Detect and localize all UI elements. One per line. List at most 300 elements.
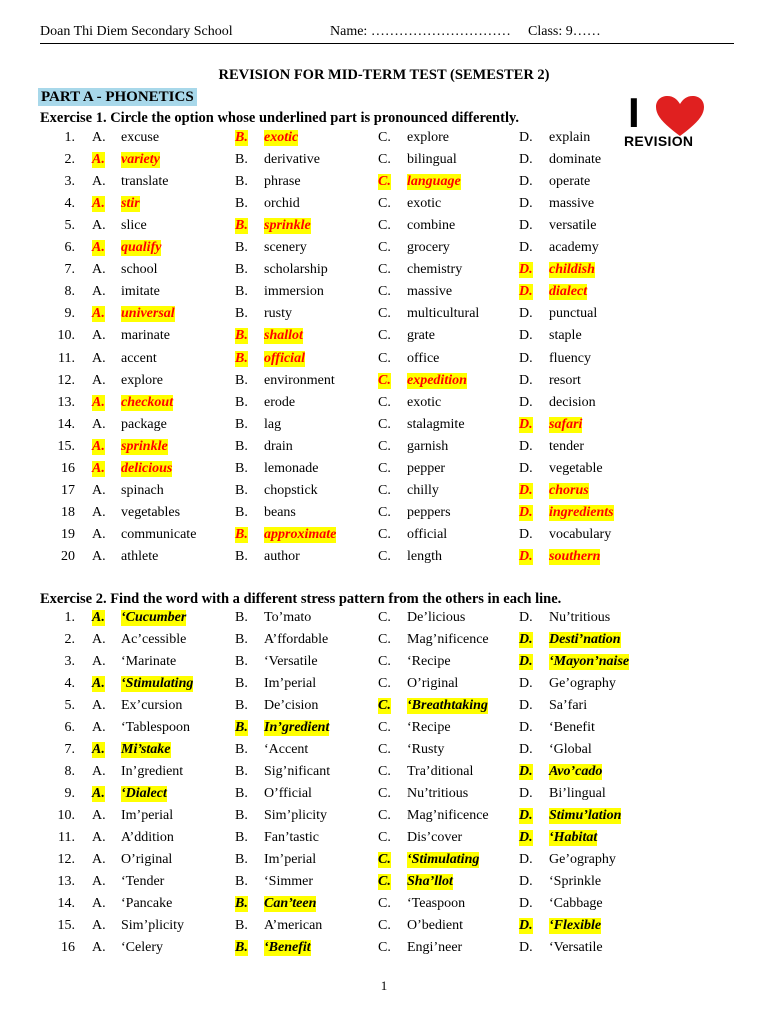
option-letter-d[interactable]: D. [519, 874, 533, 889]
option-letter-a[interactable]: A. [92, 504, 106, 520]
option-c[interactable]: pepper [407, 460, 446, 476]
option-letter-d[interactable]: D. [519, 896, 533, 911]
answer-option[interactable]: variety [121, 152, 160, 168]
option-letter-a[interactable]: A. [92, 918, 106, 933]
option-letter-c[interactable]: C. [378, 372, 391, 388]
option-letter-c[interactable]: C. [378, 676, 391, 691]
option-b[interactable]: rusty [264, 306, 292, 322]
option-a[interactable]: accent [121, 350, 157, 366]
option-letter-b[interactable]: B. [235, 504, 248, 520]
option-letter-c[interactable]: C. [378, 720, 391, 735]
option-c[interactable]: exotic [407, 394, 442, 410]
option-a[interactable]: ‘Tablespoon [121, 720, 191, 735]
option-letter-a[interactable]: A. [92, 632, 106, 647]
option-a[interactable]: communicate [121, 526, 197, 542]
answer-option[interactable]: ‘Mayon’naise [549, 654, 630, 669]
option-letter-d[interactable]: D. [519, 676, 533, 691]
option-letter-a[interactable]: A. [92, 196, 105, 212]
option-a[interactable]: ‘Tender [121, 874, 165, 889]
option-letter-b[interactable]: B. [235, 306, 248, 322]
question-row [0, 414, 768, 436]
option-d[interactable]: operate [549, 174, 591, 190]
option-letter-d[interactable]: D. [519, 262, 533, 278]
option-letter-d[interactable]: D. [519, 940, 533, 955]
option-c[interactable]: official [407, 526, 448, 542]
option-letter-c[interactable]: C. [378, 548, 391, 564]
option-a[interactable]: slice [121, 218, 147, 234]
option-letter-c[interactable]: C. [378, 416, 391, 432]
option-letter-a[interactable]: A. [92, 152, 105, 168]
option-b[interactable]: Sim’plicity [264, 808, 327, 823]
option-b[interactable]: beans [264, 504, 296, 520]
option-c[interactable]: length [407, 548, 442, 564]
option-letter-b[interactable]: B. [235, 130, 248, 145]
option-letter-a[interactable]: A. [92, 676, 105, 691]
option-letter-c[interactable]: C. [378, 438, 391, 454]
option-c[interactable]: massive [407, 284, 453, 300]
option-letter-c[interactable]: C. [378, 240, 391, 256]
option-a[interactable]: In’gredient [121, 764, 184, 779]
option-a[interactable]: athlete [121, 548, 159, 564]
option-b[interactable]: orchid [264, 196, 300, 212]
option-letter-d[interactable]: D. [519, 306, 533, 322]
option-d[interactable]: fluency [549, 350, 591, 366]
option-letter-a[interactable]: A. [92, 130, 106, 145]
option-c[interactable]: explore [407, 130, 449, 145]
option-letter-a[interactable]: A. [92, 394, 105, 410]
option-b[interactable]: O’fficial [264, 786, 312, 801]
option-d[interactable]: ‘Global [549, 742, 592, 757]
option-c[interactable]: Nu’tritious [407, 786, 469, 801]
option-letter-b[interactable]: B. [235, 482, 248, 498]
answer-option[interactable]: official [264, 350, 305, 366]
option-letter-c[interactable]: C. [378, 284, 391, 300]
option-a[interactable]: translate [121, 174, 169, 190]
option-letter-b[interactable]: B. [235, 526, 248, 542]
option-c[interactable]: ‘Recipe [407, 720, 451, 735]
option-d[interactable]: Nu’tritious [549, 610, 611, 625]
answer-option[interactable]: ‘Benefit [264, 940, 311, 955]
option-c[interactable]: peppers [407, 504, 451, 520]
option-b[interactable]: ‘Simmer [264, 874, 313, 889]
answer-option[interactable]: ‘Habitat [549, 830, 598, 845]
option-letter-a[interactable]: A. [92, 786, 105, 801]
option-b[interactable]: phrase [264, 174, 301, 190]
option-c[interactable]: ‘Rusty [407, 742, 445, 757]
answer-option[interactable]: Stimu’lation [549, 808, 622, 823]
option-letter-c[interactable]: C. [378, 328, 391, 344]
option-d[interactable]: tender [549, 438, 584, 454]
option-letter-a[interactable]: A. [92, 940, 106, 955]
option-letter-c[interactable]: C. [378, 654, 391, 669]
option-a[interactable]: Sim’plicity [121, 918, 184, 933]
option-letter-a[interactable]: A. [92, 720, 106, 735]
option-letter-b[interactable]: B. [235, 240, 248, 256]
option-letter-c[interactable]: C. [378, 918, 391, 933]
option-d[interactable]: ‘Benefit [549, 720, 595, 735]
option-letter-c[interactable]: C. [378, 130, 391, 145]
question-row [0, 259, 768, 281]
option-d[interactable]: ‘Sprinkle [549, 874, 602, 889]
answer-option[interactable]: chorus [549, 482, 589, 498]
option-d[interactable]: staple [549, 328, 582, 344]
option-letter-d[interactable]: D. [519, 720, 533, 735]
option-letter-d[interactable]: D. [519, 526, 533, 542]
option-c[interactable]: multicultural [407, 306, 480, 322]
answer-option[interactable]: sprinkle [264, 218, 311, 234]
option-c[interactable]: grocery [407, 240, 450, 256]
option-a[interactable]: imitate [121, 284, 160, 300]
option-d[interactable]: Ge’ography [549, 852, 616, 867]
answer-option[interactable]: language [407, 174, 461, 190]
option-letter-a[interactable]: A. [92, 438, 105, 454]
option-letter-a[interactable]: A. [92, 284, 106, 300]
option-letter-b[interactable]: B. [235, 284, 248, 300]
option-letter-d[interactable]: D. [519, 438, 533, 454]
option-letter-a[interactable]: A. [92, 526, 106, 542]
option-b[interactable]: author [264, 548, 300, 564]
option-letter-d[interactable]: D. [519, 698, 533, 713]
option-letter-b[interactable]: B. [235, 152, 248, 168]
answer-option[interactable]: Avo’cado [549, 764, 603, 779]
option-letter-b[interactable]: B. [235, 174, 248, 190]
option-letter-d[interactable]: D. [519, 654, 533, 669]
option-letter-d[interactable]: D. [519, 328, 533, 344]
option-c[interactable]: office [407, 350, 440, 366]
option-c[interactable]: bilingual [407, 152, 457, 168]
option-letter-a[interactable]: A. [92, 328, 106, 344]
option-a[interactable]: ‘Marinate [121, 654, 177, 669]
option-letter-a[interactable]: A. [92, 610, 105, 625]
answer-option[interactable]: Sha’llot [407, 874, 453, 889]
option-letter-d[interactable]: D. [519, 130, 533, 145]
option-b[interactable]: ‘Versatile [264, 654, 318, 669]
option-letter-b[interactable]: B. [235, 218, 248, 234]
option-c[interactable]: Mag’nificence [407, 632, 489, 647]
option-b[interactable]: To’mato [264, 610, 312, 625]
option-c[interactable]: Dis’cover [407, 830, 463, 845]
option-c[interactable]: chemistry [407, 262, 463, 278]
option-c[interactable]: De’licious [407, 610, 466, 625]
option-b[interactable]: environment [264, 372, 335, 388]
option-letter-d[interactable]: D. [519, 632, 533, 647]
answer-option[interactable]: childish [549, 262, 595, 278]
answer-option[interactable]: In’gredient [264, 720, 330, 735]
option-a[interactable]: Ac’cessible [121, 632, 187, 647]
option-a[interactable]: vegetables [121, 504, 181, 520]
answer-option[interactable]: southern [549, 548, 601, 564]
option-letter-c[interactable]: C. [378, 152, 391, 168]
option-letter-d[interactable]: D. [519, 548, 533, 564]
option-letter-d[interactable]: D. [519, 284, 533, 300]
option-a[interactable]: ‘Pancake [121, 896, 173, 911]
option-a[interactable]: explore [121, 372, 163, 388]
option-letter-a[interactable]: A. [92, 830, 106, 845]
question-row [0, 915, 768, 937]
option-letter-c[interactable]: C. [378, 504, 391, 520]
option-c[interactable]: combine [407, 218, 456, 234]
option-c[interactable]: grate [407, 328, 435, 344]
option-b[interactable]: De’cision [264, 698, 319, 713]
option-c[interactable]: exotic [407, 196, 442, 212]
option-b[interactable]: scholarship [264, 262, 328, 278]
option-letter-d[interactable]: D. [519, 152, 533, 168]
option-letter-b[interactable]: B. [235, 940, 248, 955]
option-letter-d[interactable]: D. [519, 196, 533, 212]
answer-option[interactable]: ‘Flexible [549, 918, 602, 933]
option-letter-a[interactable]: A. [92, 742, 105, 757]
option-letter-b[interactable]: B. [235, 438, 248, 454]
answer-option[interactable]: checkout [121, 394, 174, 410]
option-letter-b[interactable]: B. [235, 786, 248, 801]
school-name: Doan Thi Diem Secondary School [40, 24, 233, 39]
option-letter-c[interactable]: C. [378, 196, 391, 212]
option-letter-c[interactable]: C. [378, 460, 391, 476]
option-letter-c[interactable]: C. [378, 306, 391, 322]
option-letter-b[interactable]: B. [235, 676, 248, 691]
option-b[interactable]: A’ffordable [264, 632, 329, 647]
option-letter-b[interactable]: B. [235, 698, 248, 713]
answer-option[interactable]: ingredients [549, 504, 614, 520]
answer-option[interactable]: dialect [549, 284, 588, 300]
option-c[interactable]: Tra’ditional [407, 764, 474, 779]
option-letter-c[interactable]: C. [378, 874, 391, 889]
option-b[interactable]: Im’perial [264, 676, 317, 691]
option-letter-d[interactable]: D. [519, 350, 533, 366]
option-letter-a[interactable]: A. [92, 306, 105, 322]
question-number: 14. [57, 896, 75, 911]
answer-option[interactable]: shallot [264, 328, 303, 344]
option-letter-a[interactable]: A. [92, 262, 106, 278]
option-a[interactable]: package [121, 416, 167, 432]
question-row [0, 480, 768, 502]
option-c[interactable]: O’riginal [407, 676, 459, 691]
option-letter-c[interactable]: C. [378, 808, 391, 823]
option-letter-c[interactable]: C. [378, 742, 391, 757]
option-letter-c[interactable]: C. [378, 786, 391, 801]
option-letter-c[interactable]: C. [378, 830, 391, 845]
option-letter-b[interactable]: B. [235, 610, 248, 625]
option-letter-d[interactable]: D. [519, 240, 533, 256]
option-letter-d[interactable]: D. [519, 416, 533, 432]
option-a[interactable]: Ex’cursion [121, 698, 183, 713]
answer-option[interactable]: Mi’stake [121, 742, 171, 757]
option-c[interactable]: stalagmite [407, 416, 465, 432]
option-b[interactable]: A’merican [264, 918, 323, 933]
option-a[interactable]: A’ddition [121, 830, 174, 845]
option-letter-a[interactable]: A. [92, 218, 106, 234]
option-letter-d[interactable]: D. [519, 610, 533, 625]
option-a[interactable]: Im’perial [121, 808, 174, 823]
option-letter-a[interactable]: A. [92, 852, 106, 867]
option-d[interactable]: resort [549, 372, 581, 388]
option-d[interactable]: massive [549, 196, 595, 212]
option-letter-d[interactable]: D. [519, 808, 533, 823]
option-d[interactable]: decision [549, 394, 596, 410]
option-letter-a[interactable]: A. [92, 416, 106, 432]
option-letter-b[interactable]: B. [235, 852, 248, 867]
option-b[interactable]: Im’perial [264, 852, 317, 867]
answer-option[interactable]: exotic [264, 130, 299, 145]
answer-option[interactable]: stir [121, 196, 140, 212]
option-letter-b[interactable]: B. [235, 720, 248, 735]
option-c[interactable]: ‘Teaspoon [407, 896, 466, 911]
option-letter-c[interactable]: C. [378, 610, 391, 625]
option-letter-b[interactable]: B. [235, 808, 248, 823]
answer-option[interactable]: ‘Cucumber [121, 610, 187, 625]
option-d[interactable]: punctual [549, 306, 598, 322]
option-letter-c[interactable]: C. [378, 262, 391, 278]
answer-option[interactable]: Can’teen [264, 896, 317, 911]
option-letter-b[interactable]: B. [235, 196, 248, 212]
option-letter-b[interactable]: B. [235, 394, 248, 410]
option-c[interactable]: Engi’neer [407, 940, 463, 955]
option-a[interactable]: ‘Celery [121, 940, 163, 955]
answer-option[interactable]: sprinkle [121, 438, 168, 454]
option-letter-c[interactable]: C. [378, 940, 391, 955]
option-d[interactable]: dominate [549, 152, 602, 168]
option-letter-c[interactable]: C. [378, 218, 391, 234]
option-b[interactable]: immersion [264, 284, 324, 300]
question-row [0, 171, 768, 193]
option-b[interactable]: Sig’nificant [264, 764, 331, 779]
option-c[interactable]: chilly [407, 482, 439, 498]
option-d[interactable]: Ge’ography [549, 676, 616, 691]
option-letter-c[interactable]: C. [378, 174, 391, 190]
option-letter-b[interactable]: B. [235, 874, 248, 889]
option-letter-c[interactable]: C. [378, 852, 391, 867]
option-a[interactable]: spinach [121, 482, 164, 498]
option-letter-d[interactable]: D. [519, 372, 533, 388]
answer-option[interactable]: expedition [407, 372, 467, 388]
option-d[interactable]: ‘Cabbage [549, 896, 603, 911]
logo-word: REVISION [624, 133, 694, 149]
option-letter-a[interactable]: A. [92, 698, 106, 713]
option-b[interactable]: lag [264, 416, 282, 432]
option-letter-a[interactable]: A. [92, 548, 106, 564]
option-letter-b[interactable]: B. [235, 830, 248, 845]
option-a[interactable]: school [121, 262, 158, 278]
option-d[interactable]: ‘Versatile [549, 940, 603, 955]
option-d[interactable]: Sa’fari [549, 698, 588, 713]
answer-option[interactable]: safari [549, 416, 583, 432]
answer-option[interactable]: qualify [121, 240, 162, 256]
option-letter-a[interactable]: A. [92, 764, 106, 779]
option-letter-d[interactable]: D. [519, 504, 533, 520]
option-letter-c[interactable]: C. [378, 482, 391, 498]
option-letter-c[interactable]: C. [378, 698, 391, 713]
option-letter-a[interactable]: A. [92, 874, 106, 889]
answer-option[interactable]: Desti’nation [549, 632, 621, 647]
option-letter-a[interactable]: A. [92, 896, 106, 911]
option-letter-c[interactable]: C. [378, 632, 391, 647]
option-c[interactable]: ‘Recipe [407, 654, 451, 669]
option-letter-d[interactable]: D. [519, 764, 533, 779]
option-letter-b[interactable]: B. [235, 328, 248, 344]
option-b[interactable]: Fan’tastic [264, 830, 319, 845]
option-b[interactable]: scenery [264, 240, 307, 256]
option-d[interactable]: versatile [549, 218, 597, 234]
option-d[interactable]: academy [549, 240, 599, 256]
option-d[interactable]: Bi’lingual [549, 786, 606, 801]
option-letter-b[interactable]: B. [235, 632, 248, 647]
document-title: REVISION FOR MID-TERM TEST (SEMESTER 2) [218, 67, 550, 83]
option-letter-b[interactable]: B. [235, 742, 248, 757]
option-letter-d[interactable]: D. [519, 394, 533, 410]
option-letter-d[interactable]: D. [519, 742, 533, 757]
option-letter-d[interactable]: D. [519, 852, 533, 867]
option-b[interactable]: derivative [264, 152, 320, 168]
option-letter-a[interactable]: A. [92, 240, 105, 256]
answer-option[interactable]: ‘Breathtaking [407, 698, 488, 713]
answer-option[interactable]: approximate [264, 526, 337, 542]
answer-option[interactable]: ‘Stimulating [121, 676, 194, 691]
option-letter-a[interactable]: A. [92, 350, 106, 366]
option-letter-b[interactable]: B. [235, 918, 248, 933]
question-number: 3. [64, 654, 75, 669]
option-letter-a[interactable]: A. [92, 174, 106, 190]
option-letter-d[interactable]: D. [519, 460, 533, 476]
option-letter-b[interactable]: B. [235, 764, 248, 779]
option-letter-b[interactable]: B. [235, 262, 248, 278]
option-b[interactable]: ‘Accent [264, 742, 309, 757]
option-d[interactable]: vegetable [549, 460, 603, 476]
option-a[interactable]: excuse [121, 130, 160, 145]
option-letter-b[interactable]: B. [235, 350, 248, 366]
option-letter-d[interactable]: D. [519, 482, 533, 498]
option-letter-b[interactable]: B. [235, 416, 248, 432]
option-a[interactable]: O’riginal [121, 852, 173, 867]
option-letter-c[interactable]: C. [378, 394, 391, 410]
answer-option[interactable]: ‘Stimulating [407, 852, 480, 867]
option-d[interactable]: vocabulary [549, 526, 612, 542]
option-letter-c[interactable]: C. [378, 350, 391, 366]
option-letter-c[interactable]: C. [378, 896, 391, 911]
option-letter-b[interactable]: B. [235, 460, 248, 476]
answer-option[interactable]: delicious [121, 460, 173, 476]
option-letter-a[interactable]: A. [92, 482, 106, 498]
option-letter-d[interactable]: D. [519, 830, 533, 845]
option-c[interactable]: O’bedient [407, 918, 463, 933]
option-letter-b[interactable]: B. [235, 654, 248, 669]
option-letter-d[interactable]: D. [519, 218, 533, 234]
option-b[interactable]: chopstick [264, 482, 318, 498]
option-d[interactable]: explain [549, 130, 591, 145]
answer-option[interactable]: ‘Dialect [121, 786, 167, 801]
option-letter-c[interactable]: C. [378, 764, 391, 779]
option-letter-a[interactable]: A. [92, 654, 106, 669]
option-c[interactable]: Mag’nificence [407, 808, 489, 823]
option-letter-d[interactable]: D. [519, 174, 533, 190]
option-letter-b[interactable]: B. [235, 548, 248, 564]
option-c[interactable]: garnish [407, 438, 449, 454]
option-letter-a[interactable]: A. [92, 808, 106, 823]
option-b[interactable]: erode [264, 394, 296, 410]
option-b[interactable]: drain [264, 438, 293, 454]
option-letter-b[interactable]: B. [235, 372, 248, 388]
option-letter-a[interactable]: A. [92, 460, 105, 476]
option-letter-c[interactable]: C. [378, 526, 391, 542]
answer-option[interactable]: universal [121, 306, 175, 322]
option-a[interactable]: marinate [121, 328, 170, 344]
option-letter-a[interactable]: A. [92, 372, 106, 388]
option-b[interactable]: lemonade [264, 460, 319, 476]
question-number: 6. [64, 240, 75, 256]
option-letter-b[interactable]: B. [235, 896, 248, 911]
option-letter-d[interactable]: D. [519, 918, 533, 933]
question-number: 9. [64, 786, 75, 801]
option-letter-d[interactable]: D. [519, 786, 533, 801]
